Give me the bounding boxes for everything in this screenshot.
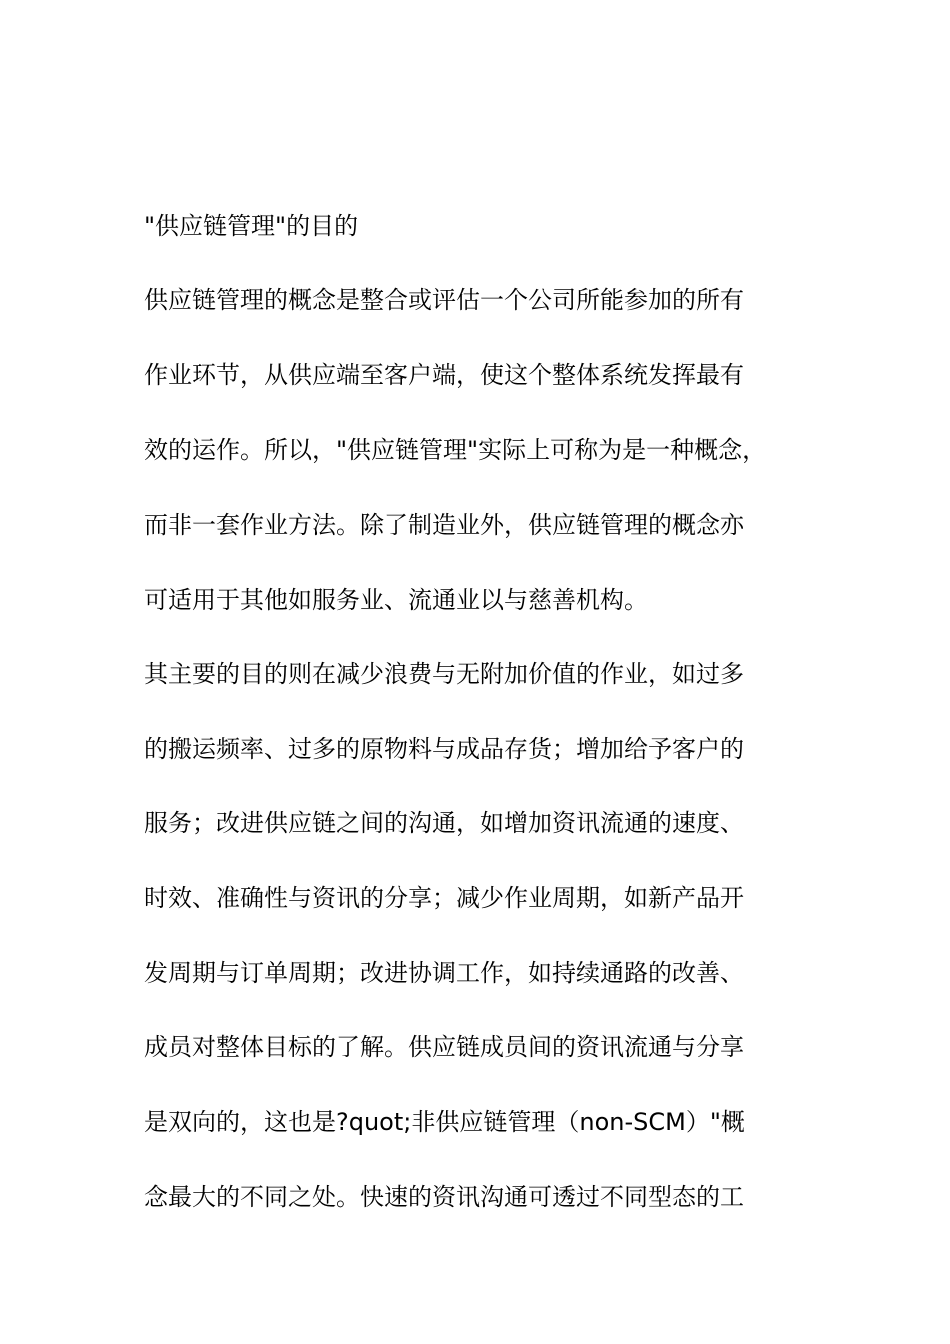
section-heading: "供应链管理"的目的 [144, 212, 359, 240]
paragraph-line: 的搬运频率、过多的原物料与成品存货；增加给予客户的 [144, 735, 744, 763]
paragraph-line: 服务；改进供应链之间的沟通，如增加资讯流通的速度、 [144, 809, 744, 837]
paragraph-line: 是双向的，这也是?quot;非供应链管理（non-SCM）"概 [144, 1108, 745, 1136]
paragraph-line: 发周期与订单周期；改进协调工作，如持续通路的改善、 [144, 959, 744, 987]
paragraph-line: 时效、准确性与资讯的分享；减少作业周期，如新产品开 [144, 884, 744, 912]
paragraph-line: 效的运作。所以，"供应链管理"实际上可称为是一种概念， [144, 436, 767, 464]
paragraph-line: 成员对整体目标的了解。供应链成员间的资讯流通与分享 [144, 1033, 744, 1061]
paragraph-line: 而非一套作业方法。除了制造业外，供应链管理的概念亦 [144, 511, 744, 539]
paragraph-line: 念最大的不同之处。快速的资讯沟通可透过不同型态的工 [144, 1183, 744, 1211]
paragraph-line: 作业环节，从供应端至客户端，使这个整体系统发挥最有 [144, 361, 744, 389]
paragraph-line: 其主要的目的则在减少浪费与无附加价值的作业，如过多 [144, 660, 744, 688]
paragraph-line: 可适用于其他如服务业、流通业以与慈善机构。 [144, 586, 648, 614]
paragraph-line: 供应链管理的概念是整合或评估一个公司所能参加的所有 [144, 286, 744, 314]
